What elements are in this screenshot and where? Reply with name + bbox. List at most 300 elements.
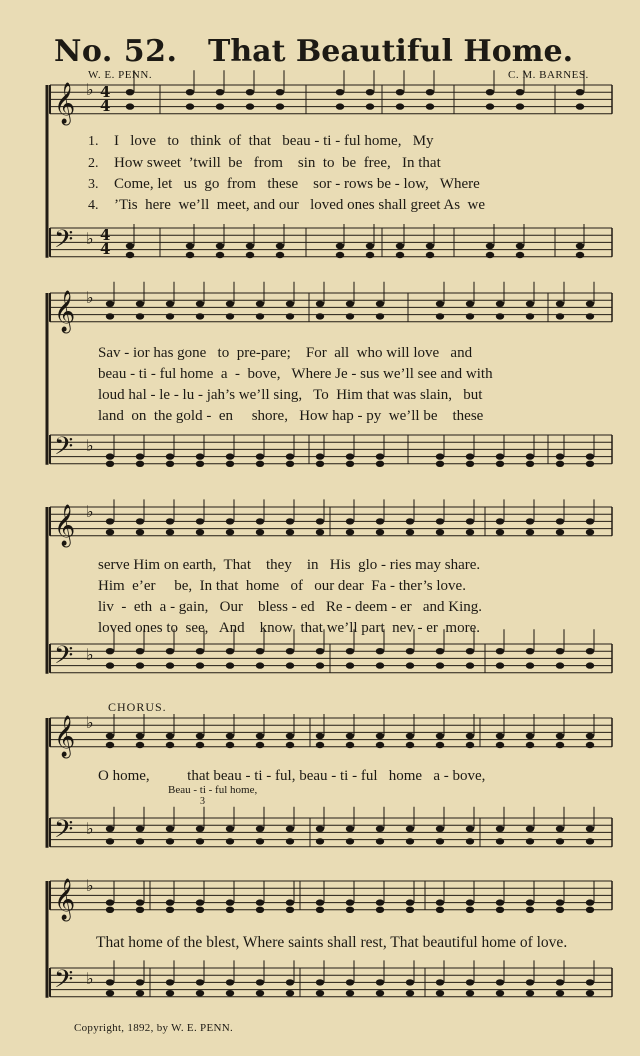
note-head — [216, 243, 224, 249]
treble-clef-icon: 𝄞 — [54, 879, 76, 920]
note-head — [466, 979, 474, 985]
verse-number: 1. — [88, 134, 99, 149]
lyric-line: beau - ti - ful home a - bove, Where Je - sus we’ll see and with — [98, 366, 493, 382]
note-head — [226, 826, 234, 832]
note-head — [576, 103, 584, 109]
note-head — [516, 252, 524, 258]
note-head — [436, 907, 444, 913]
note-head — [106, 518, 114, 524]
note-head — [196, 461, 204, 467]
note-head — [316, 461, 324, 467]
note-head — [406, 990, 414, 996]
note-head — [256, 826, 264, 832]
note-head — [406, 733, 414, 739]
note-head — [376, 313, 384, 319]
note-head — [586, 313, 594, 319]
note-head — [376, 742, 384, 748]
treble-clef-icon: 𝄞 — [54, 716, 76, 757]
note-head — [526, 990, 534, 996]
note-head — [166, 313, 174, 319]
note-head — [316, 453, 324, 459]
note-head — [316, 979, 324, 985]
note-head — [346, 907, 354, 913]
note-head — [256, 733, 264, 739]
note-head — [496, 529, 504, 535]
note-head — [396, 103, 404, 109]
note-head — [256, 461, 264, 467]
note-head — [126, 252, 134, 258]
flat-icon: ♭ — [86, 713, 94, 732]
note-head — [226, 742, 234, 748]
note-head — [436, 733, 444, 739]
note-head — [556, 648, 564, 654]
note-head — [106, 907, 114, 913]
note-head — [136, 979, 144, 985]
note-head — [586, 453, 594, 459]
note-head — [346, 899, 354, 905]
chorus-label: CHORUS. — [108, 700, 167, 714]
note-head — [196, 979, 204, 985]
note-head — [346, 662, 354, 668]
note-head — [426, 252, 434, 258]
note-head — [226, 662, 234, 668]
note-head — [226, 313, 234, 319]
note-head — [406, 979, 414, 985]
note-head — [106, 826, 114, 832]
note-head — [346, 461, 354, 467]
note-head — [226, 301, 234, 307]
note-head — [366, 252, 374, 258]
note-head — [136, 313, 144, 319]
note-head — [106, 838, 114, 844]
note-head — [336, 103, 344, 109]
lyric-line: Sav - ior has gone to pre-pare; For all who will love and — [98, 345, 473, 361]
note-head — [186, 89, 194, 95]
note-head — [286, 899, 294, 905]
copyright-notice: Copyright, 1892, by W. E. PENN. — [74, 1022, 234, 1034]
note-head — [186, 103, 194, 109]
note-head — [196, 990, 204, 996]
note-head — [286, 313, 294, 319]
note-head — [256, 313, 264, 319]
note-head — [586, 529, 594, 535]
note-head — [316, 990, 324, 996]
note-head — [426, 89, 434, 95]
note-head — [136, 907, 144, 913]
note-head — [136, 648, 144, 654]
note-head — [166, 899, 174, 905]
note-head — [466, 461, 474, 467]
note-head — [526, 733, 534, 739]
note-head — [526, 899, 534, 905]
note-head — [516, 103, 524, 109]
note-head — [376, 461, 384, 467]
note-head — [316, 648, 324, 654]
verse-number: 3. — [88, 177, 99, 192]
note-head — [196, 838, 204, 844]
note-head — [166, 990, 174, 996]
treble-clef-icon: 𝄞 — [54, 505, 76, 546]
note-head — [556, 301, 564, 307]
note-head — [106, 662, 114, 668]
note-head — [286, 662, 294, 668]
note-head — [216, 103, 224, 109]
note-head — [286, 826, 294, 832]
note-head — [496, 838, 504, 844]
hymn-number: No. 52. — [54, 34, 178, 69]
note-head — [136, 990, 144, 996]
flat-icon: ♭ — [86, 876, 94, 895]
note-head — [436, 899, 444, 905]
note-head — [286, 742, 294, 748]
note-head — [586, 662, 594, 668]
flat-icon: ♭ — [86, 80, 94, 99]
note-head — [496, 648, 504, 654]
bass-clef-icon: 𝄢 — [54, 225, 74, 260]
chorus-lyric-line: That home of the blest, Where saints shall rest, That beautiful home of love. — [96, 934, 568, 951]
note-head — [256, 662, 264, 668]
note-head — [406, 662, 414, 668]
note-head — [496, 733, 504, 739]
note-head — [256, 529, 264, 535]
note-head — [246, 243, 254, 249]
note-head — [526, 301, 534, 307]
note-head — [526, 826, 534, 832]
note-head — [556, 313, 564, 319]
note-head — [166, 826, 174, 832]
note-head — [556, 899, 564, 905]
time-signature: 4 — [100, 240, 111, 258]
note-head — [556, 979, 564, 985]
note-head — [376, 662, 384, 668]
note-head — [376, 733, 384, 739]
note-head — [526, 453, 534, 459]
note-head — [466, 733, 474, 739]
note-head — [276, 243, 284, 249]
lyric-line: Him e’er be, In that home of our dear Fa - ther’s love. — [98, 578, 466, 594]
note-head — [496, 979, 504, 985]
note-head — [526, 518, 534, 524]
note-head — [106, 461, 114, 467]
note-head — [586, 838, 594, 844]
note-head — [436, 461, 444, 467]
note-head — [526, 838, 534, 844]
note-head — [526, 979, 534, 985]
note-head — [196, 301, 204, 307]
note-head — [436, 826, 444, 832]
note-head — [336, 252, 344, 258]
note-head — [106, 313, 114, 319]
note-head — [556, 826, 564, 832]
note-head — [376, 907, 384, 913]
note-head — [586, 733, 594, 739]
note-head — [436, 990, 444, 996]
note-head — [106, 733, 114, 739]
note-head — [316, 742, 324, 748]
note-head — [126, 103, 134, 109]
note-head — [106, 979, 114, 985]
note-head — [396, 89, 404, 95]
note-head — [496, 990, 504, 996]
note-head — [256, 453, 264, 459]
verse-number: 4. — [88, 198, 99, 213]
note-head — [576, 243, 584, 249]
flat-icon: ♭ — [86, 288, 94, 307]
note-head — [376, 518, 384, 524]
note-head — [346, 838, 354, 844]
note-head — [436, 648, 444, 654]
note-head — [576, 252, 584, 258]
note-head — [316, 518, 324, 524]
note-head — [196, 662, 204, 668]
note-head — [466, 648, 474, 654]
note-head — [316, 301, 324, 307]
note-head — [496, 313, 504, 319]
note-head — [246, 252, 254, 258]
note-head — [286, 518, 294, 524]
note-head — [556, 733, 564, 739]
note-head — [556, 907, 564, 913]
note-head — [346, 990, 354, 996]
note-head — [286, 907, 294, 913]
note-head — [436, 301, 444, 307]
note-head — [256, 301, 264, 307]
note-head — [556, 662, 564, 668]
note-head — [376, 990, 384, 996]
note-head — [126, 89, 134, 95]
note-head — [466, 529, 474, 535]
note-head — [196, 518, 204, 524]
note-head — [166, 907, 174, 913]
note-head — [316, 838, 324, 844]
note-head — [346, 979, 354, 985]
note-head — [196, 899, 204, 905]
treble-clef-icon: 𝄞 — [54, 291, 76, 332]
note-head — [256, 907, 264, 913]
note-head — [526, 742, 534, 748]
staff-lines — [47, 85, 612, 998]
lyric-line: How sweet ’twill be from sin to be free, In that — [114, 155, 441, 171]
note-head — [376, 838, 384, 844]
lyric-line: Come, let us go from these sor - rows be - low, Where — [114, 176, 480, 192]
note-head — [466, 313, 474, 319]
note-head — [246, 89, 254, 95]
note-head — [286, 733, 294, 739]
note-head — [396, 243, 404, 249]
note-head — [426, 243, 434, 249]
note-head — [346, 742, 354, 748]
note-head — [106, 990, 114, 996]
note-head — [496, 518, 504, 524]
note-head — [286, 648, 294, 654]
note-head — [106, 301, 114, 307]
note-head — [196, 742, 204, 748]
note-head — [586, 826, 594, 832]
note-head — [466, 990, 474, 996]
note-head — [586, 990, 594, 996]
note-head — [436, 742, 444, 748]
note-head — [196, 733, 204, 739]
note-head — [226, 518, 234, 524]
note-head — [496, 826, 504, 832]
note-head — [106, 529, 114, 535]
note-head — [166, 742, 174, 748]
note-head — [166, 453, 174, 459]
flat-icon: ♭ — [86, 229, 94, 248]
note-head — [136, 301, 144, 307]
note-head — [586, 648, 594, 654]
note-head — [376, 979, 384, 985]
lyric-line: I love to think of that beau - ti - ful home, My — [114, 133, 434, 149]
note-head — [586, 301, 594, 307]
note-head — [256, 899, 264, 905]
note-head — [136, 461, 144, 467]
note-head — [496, 742, 504, 748]
note-head — [196, 648, 204, 654]
note-head — [166, 662, 174, 668]
clef-symbols — [54, 80, 110, 1000]
note-head — [496, 301, 504, 307]
note-head — [346, 529, 354, 535]
note-head — [436, 529, 444, 535]
note-head — [276, 103, 284, 109]
note-head — [136, 518, 144, 524]
note-head — [166, 461, 174, 467]
note-head — [376, 648, 384, 654]
note-head — [166, 979, 174, 985]
note-head — [466, 742, 474, 748]
note-head — [426, 103, 434, 109]
bass-clef-icon: 𝄢 — [54, 432, 74, 467]
note-head — [406, 899, 414, 905]
note-head — [256, 838, 264, 844]
note-head — [366, 89, 374, 95]
lyric-line: land on the gold - en shore, How hap - py we’ll be these — [98, 408, 484, 424]
note-head — [346, 301, 354, 307]
note-head — [366, 103, 374, 109]
verse-number: 2. — [88, 156, 99, 171]
note-head — [336, 89, 344, 95]
note-head — [496, 907, 504, 913]
note-head — [136, 838, 144, 844]
hymn-title: That Beautiful Home. — [208, 34, 574, 69]
note-head — [346, 453, 354, 459]
note-head — [316, 529, 324, 535]
note-head — [276, 252, 284, 258]
note-head — [186, 243, 194, 249]
note-head — [346, 733, 354, 739]
note-head — [166, 518, 174, 524]
note-head — [286, 461, 294, 467]
note-head — [316, 907, 324, 913]
note-head — [466, 838, 474, 844]
note-head — [316, 899, 324, 905]
note-head — [556, 990, 564, 996]
note-head — [526, 907, 534, 913]
note-head — [286, 529, 294, 535]
time-signature: 4 — [100, 97, 111, 115]
note-head — [556, 453, 564, 459]
flat-icon: ♭ — [86, 436, 94, 455]
note-head — [556, 529, 564, 535]
note-head — [216, 252, 224, 258]
note-head — [556, 518, 564, 524]
note-head — [466, 301, 474, 307]
note-head — [586, 899, 594, 905]
lyric-line: ’Tis here we’ll meet, and our loved ones shall greet As we — [114, 197, 486, 213]
bass-lyric: Beau - ti - ful home, — [168, 784, 258, 796]
note-head — [286, 838, 294, 844]
time-signature: 4 — [100, 83, 111, 101]
note-head — [556, 742, 564, 748]
note-head — [196, 313, 204, 319]
chorus-lyric-line: O home, that beau - ti - ful, beau - ti - ful home a - bove, — [98, 768, 486, 784]
note-head — [466, 899, 474, 905]
note-head — [516, 89, 524, 95]
note-head — [436, 518, 444, 524]
note-head — [166, 529, 174, 535]
note-head — [516, 243, 524, 249]
bass-clef-icon: 𝄢 — [54, 815, 74, 850]
note-head — [466, 907, 474, 913]
note-head — [216, 89, 224, 95]
note-head — [256, 648, 264, 654]
note-head — [346, 518, 354, 524]
note-head — [496, 461, 504, 467]
note-head — [136, 899, 144, 905]
note-head — [376, 453, 384, 459]
treble-clef-icon: 𝄞 — [54, 83, 76, 124]
note-head — [226, 979, 234, 985]
note-head — [406, 518, 414, 524]
note-head — [586, 461, 594, 467]
note-head — [256, 990, 264, 996]
note-head — [436, 979, 444, 985]
note-head — [286, 979, 294, 985]
note-head — [106, 742, 114, 748]
note-head — [376, 899, 384, 905]
bass-clef-icon: 𝄢 — [54, 641, 74, 676]
note-head — [286, 301, 294, 307]
note-head — [406, 826, 414, 832]
flat-icon: ♭ — [86, 969, 94, 988]
note-head — [166, 838, 174, 844]
flat-icon: ♭ — [86, 645, 94, 664]
note-head — [396, 252, 404, 258]
note-head — [406, 907, 414, 913]
note-head — [486, 103, 494, 109]
note-head — [136, 742, 144, 748]
note-head — [286, 990, 294, 996]
note-head — [226, 461, 234, 467]
note-head — [106, 899, 114, 905]
note-head — [316, 733, 324, 739]
note-head — [496, 662, 504, 668]
note-head — [196, 453, 204, 459]
lyric-line: loved ones to see, And know that we’ll part nev - er more. — [98, 620, 480, 636]
bass-clef-icon: 𝄢 — [54, 965, 74, 1000]
note-head — [136, 733, 144, 739]
note-head — [196, 826, 204, 832]
note-head — [466, 826, 474, 832]
note-head — [526, 529, 534, 535]
note-head — [436, 662, 444, 668]
note-head — [526, 461, 534, 467]
triplet-mark: 3 — [200, 796, 205, 807]
note-head — [466, 453, 474, 459]
note-head — [256, 742, 264, 748]
note-head — [106, 648, 114, 654]
